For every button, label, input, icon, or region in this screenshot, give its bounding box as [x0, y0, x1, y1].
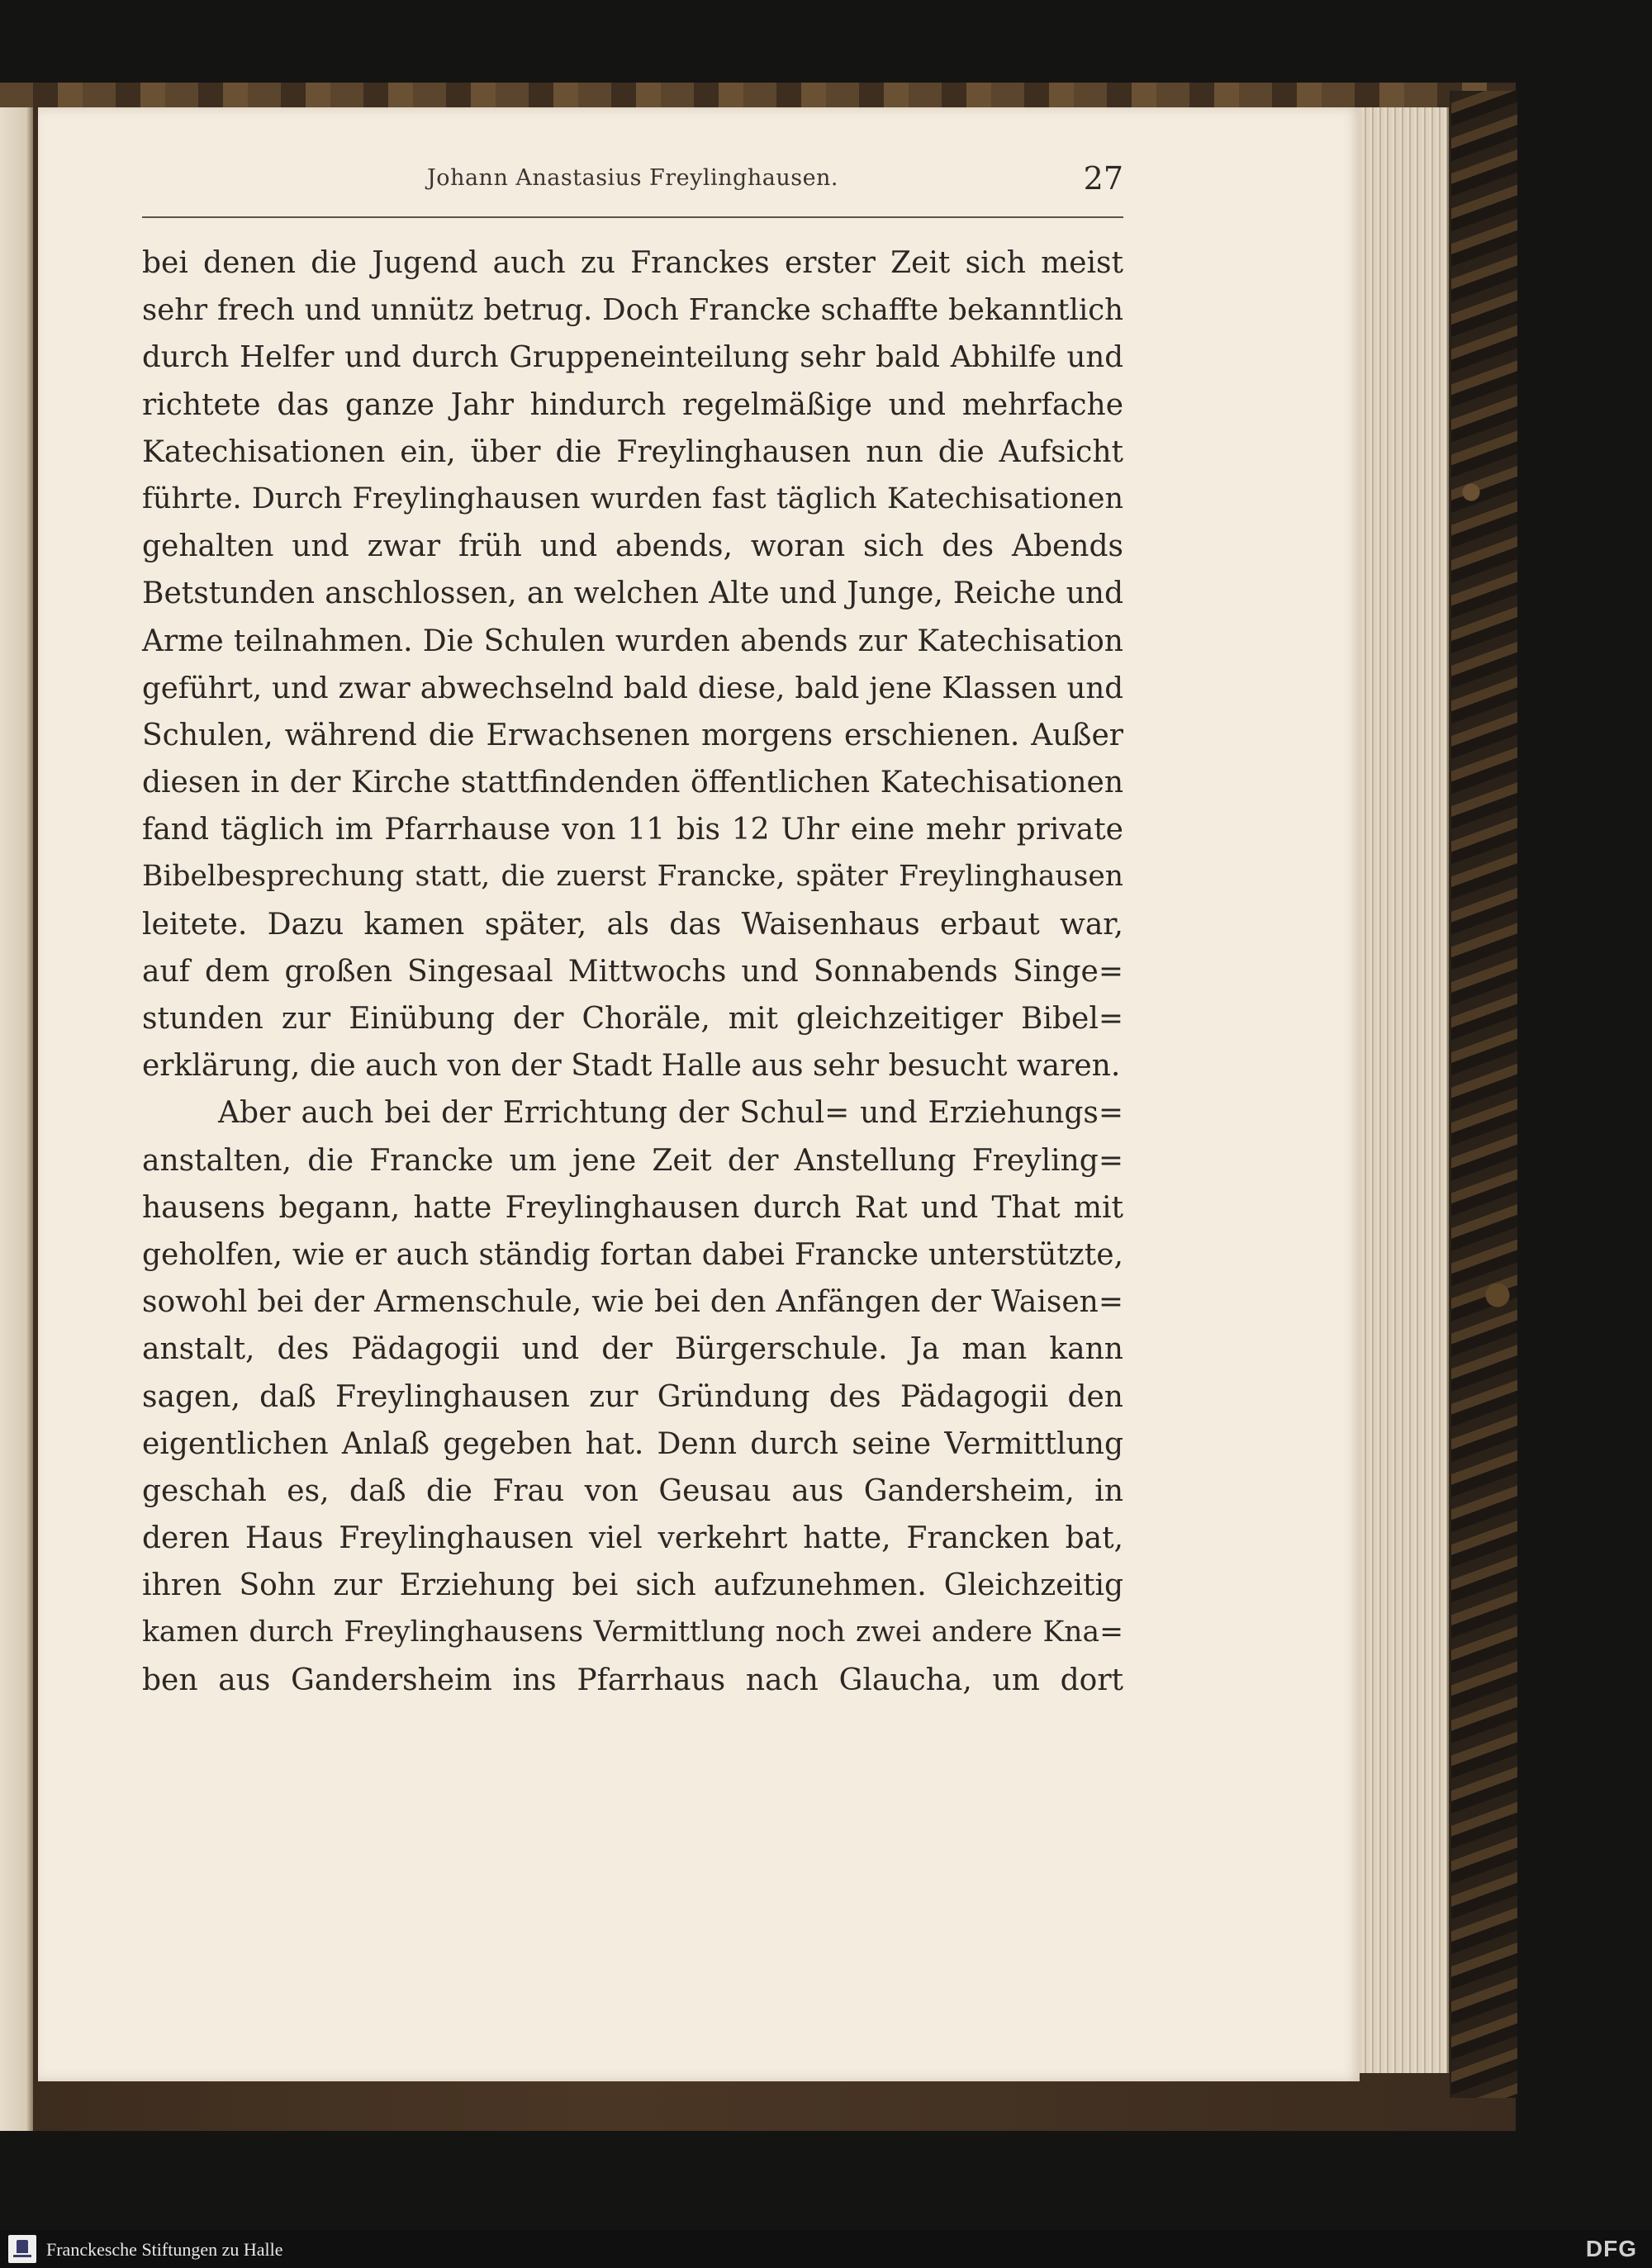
text-line: Betstunden anschlossen, an welchen Alte und Junge, Reiche und	[142, 576, 1123, 611]
text-line: erklärung, die auch von der Stadt Halle aus sehr besucht waren.	[142, 1049, 1121, 1084]
text-line: geschah es, daß die Frau von Geusau aus Gandersheim, in	[142, 1473, 1123, 1508]
text-line: Schulen, während die Erwachsenen morgens erschienen. Außer	[142, 718, 1123, 752]
text-line: Bibelbesprechung statt, die zuerst Francke, später Freylinghausen	[142, 860, 1123, 894]
text-line: ben aus Gandersheim ins Pfarrhaus nach Glaucha, um dort	[142, 1663, 1123, 1697]
text-line: stunden zur Einübung der Choräle, mit gleichzeitiger Bibel=	[142, 1002, 1123, 1036]
text-line: Arme teilnahmen. Die Schulen wurden abends zur Katechisation	[142, 624, 1123, 658]
text-line: fand täglich im Pfarrhause von 11 bis 12 Uhr eine mehr private	[142, 813, 1123, 847]
institution-logo-icon	[8, 2235, 36, 2263]
viewer-footer	[0, 2230, 1652, 2268]
text-line: auf dem großen Singesaal Mittwochs und Sonnabends Singe=	[142, 954, 1123, 989]
text-line: ihren Sohn zur Erziehung bei sich aufzunehmen. Gleichzeitig	[142, 1568, 1123, 1603]
text-line: geführt, und zwar abwechselnd bald diese, bald jene Klassen und	[142, 671, 1123, 705]
text-line: leitete. Dazu kamen später, als das Waisenhaus erbaut war,	[142, 907, 1123, 942]
text-line: anstalt, des Pädagogii und der Bürgerschule. Ja man kann	[142, 1332, 1123, 1367]
marbled-endpaper	[1450, 91, 1517, 2098]
text-line: führte. Durch Freylinghausen wurden fast täglich Katechisationen	[142, 482, 1123, 515]
cover-top-edge	[0, 83, 1487, 107]
text-line: Aber auch bei der Errichtung der Schul= und Erziehungs=	[218, 1096, 1123, 1131]
text-line: geholfen, wie er auch ständig fortan dabei Francke unterstützte,	[142, 1237, 1123, 1272]
text-line: Katechisationen ein, über die Freylinghausen nun die Aufsicht	[142, 434, 1123, 469]
text-line: gehalten und zwar früh und abends, woran sich des Abends	[142, 529, 1123, 564]
running-head: Johann Anastasius Freylinghausen.	[426, 165, 839, 191]
page-number: 27	[1083, 160, 1123, 197]
text-line: sagen, daß Freylinghausen zur Gründung des Pädagogii den	[142, 1379, 1123, 1414]
text-line: anstalten, die Francke um jene Zeit der Anstellung Freyling=	[142, 1143, 1123, 1178]
text-line: sehr frech und unnütz betrug. Doch Francke schaffte bekanntlich	[142, 293, 1123, 328]
left-page-edge	[0, 107, 33, 2131]
page-header	[142, 160, 1123, 226]
header-rule	[142, 216, 1123, 218]
text-line: kamen durch Freylinghausens Vermittlung noch zwei andere Kna=	[142, 1616, 1123, 1649]
institution-name: Franckesche Stiftungen zu Halle	[46, 2239, 283, 2260]
text-line: richtete das ganze Jahr hindurch regelmäßige und mehrfache	[142, 387, 1123, 422]
text-line: eigentlichen Anlaß gegeben hat. Denn durch seine Vermittlung	[142, 1426, 1123, 1461]
text-line: hausens begann, hatte Freylinghausen durch Rat und That mit	[142, 1190, 1123, 1225]
text-line: deren Haus Freylinghausen viel verkehrt hatte, Francken bat,	[142, 1521, 1123, 1556]
text-line: durch Helfer und durch Gruppeneinteilung sehr bald Abhilfe und	[142, 340, 1123, 375]
text-line: bei denen die Jugend auch zu Franckes erster Zeit sich meist	[142, 246, 1123, 280]
dfg-logo: DFG	[1585, 2236, 1637, 2261]
body-text	[142, 240, 1123, 1704]
text-line: sowohl bei der Armenschule, wie bei den Anfängen der Waisen=	[142, 1285, 1123, 1320]
page-fore-edges	[1355, 107, 1449, 2073]
text-line: diesen in der Kirche stattfindenden öffentlichen Katechisationen	[142, 766, 1123, 800]
